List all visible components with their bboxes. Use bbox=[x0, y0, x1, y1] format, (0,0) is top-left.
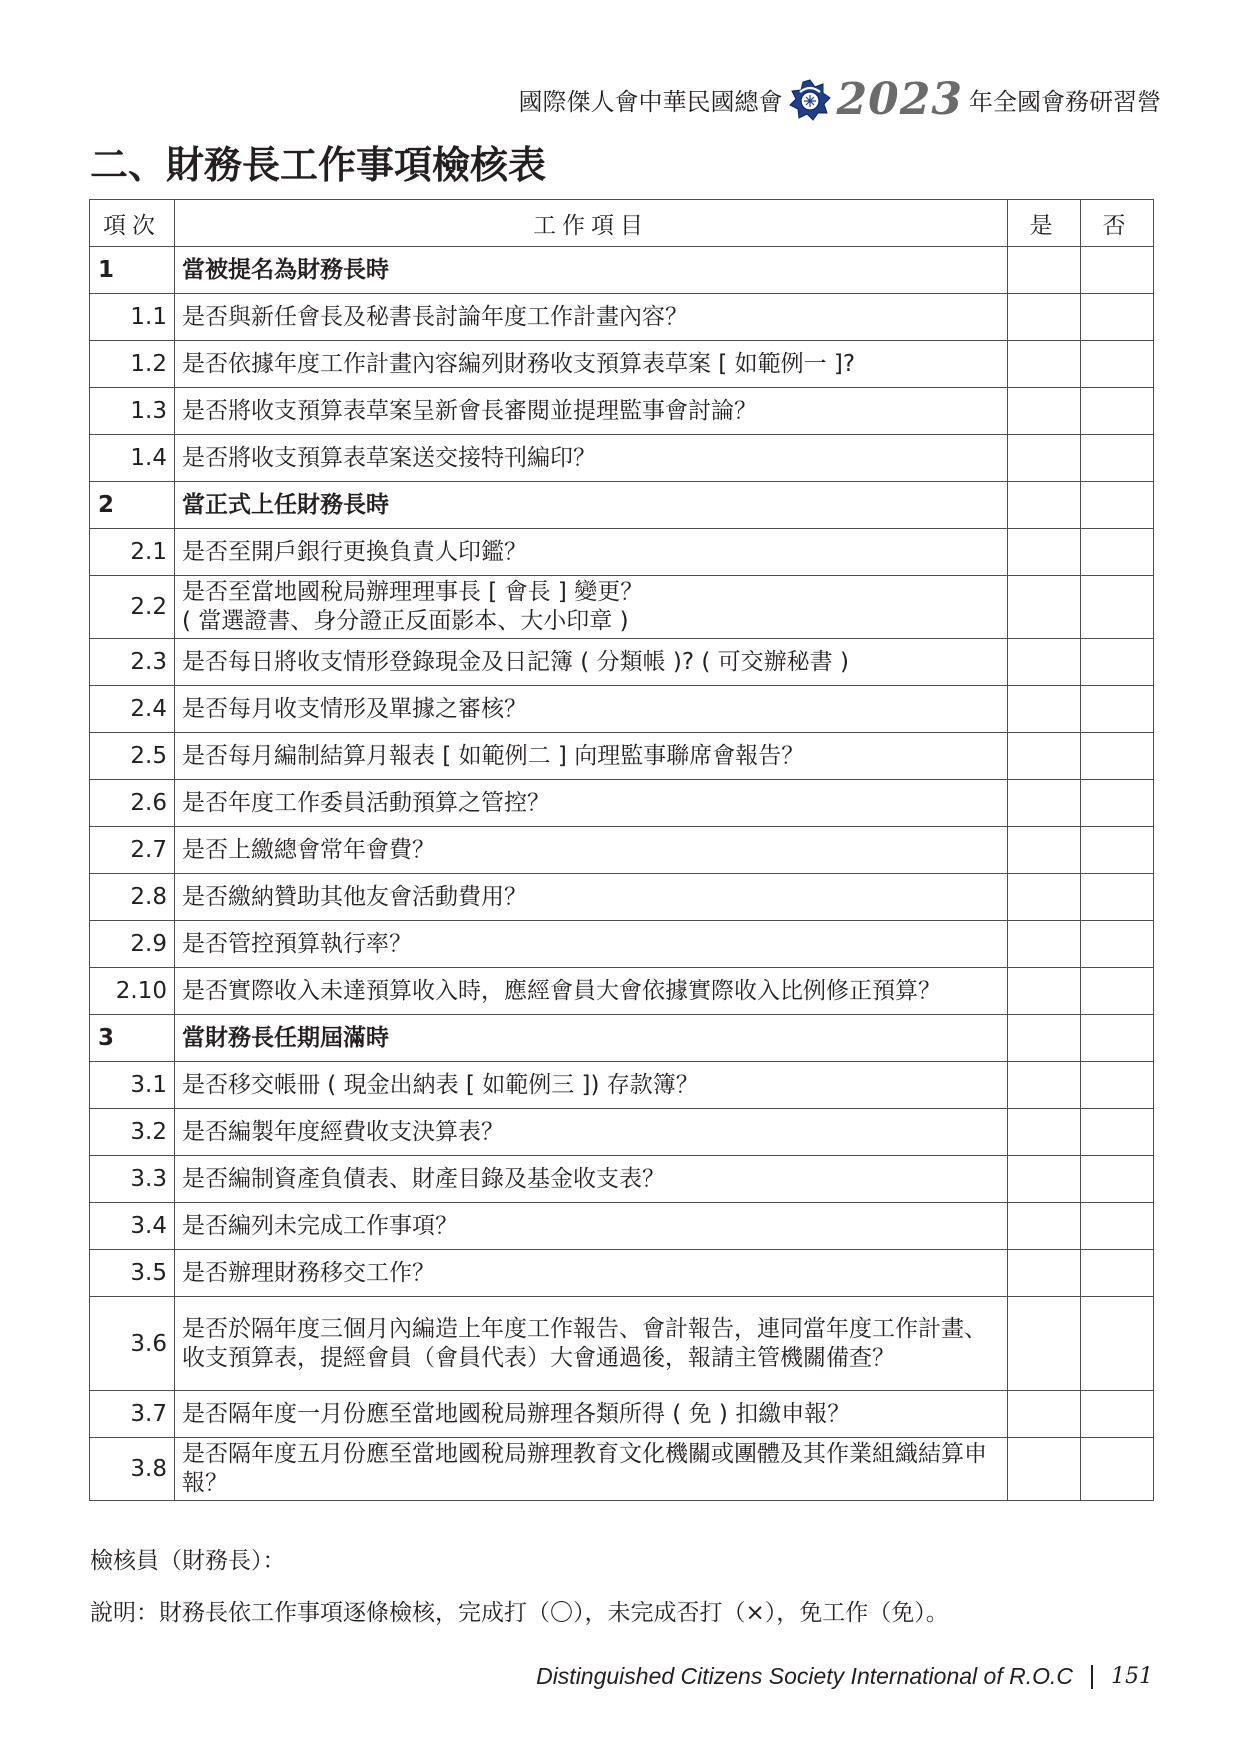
work-item-text: 是否將收支預算表草案呈新會長審閱並提理監事會討論？ bbox=[175, 388, 1008, 435]
item-number: 2.5 bbox=[90, 733, 175, 780]
item-number: 2.9 bbox=[90, 921, 175, 968]
yes-checkbox-cell[interactable] bbox=[1008, 1391, 1081, 1438]
work-item-text: 是否編制資產負債表、財產目錄及基金收支表？ bbox=[175, 1156, 1008, 1203]
work-item-text: 是否每月編制結算月報表 [ 如範例二 ] 向理監事聯席會報告？ bbox=[175, 733, 1008, 780]
table-row bbox=[90, 388, 1154, 435]
event-name: 年全國會務研習營 bbox=[969, 88, 1161, 116]
work-item-text: 是否每月收支情形及單據之審核？ bbox=[175, 686, 1008, 733]
section-row bbox=[90, 1015, 1154, 1062]
yes-checkbox-cell[interactable] bbox=[1008, 482, 1081, 529]
event-year: 2023 bbox=[836, 74, 963, 125]
page-title: 二、財務長工作事項檢核表 bbox=[90, 143, 547, 187]
table-row bbox=[90, 639, 1154, 686]
yes-checkbox-cell[interactable] bbox=[1008, 1109, 1081, 1156]
checklist-table bbox=[89, 199, 1154, 1501]
table-row bbox=[90, 1391, 1154, 1438]
page-footer bbox=[536, 1663, 1153, 1690]
work-item-text: 是否編製年度經費收支決算表？ bbox=[175, 1109, 1008, 1156]
work-item-text: 是否上繳總會常年會費？ bbox=[175, 827, 1008, 874]
table-row bbox=[90, 1297, 1154, 1391]
yes-checkbox-cell[interactable] bbox=[1008, 1015, 1081, 1062]
no-checkbox-cell[interactable] bbox=[1081, 1109, 1154, 1156]
item-number: 1 bbox=[90, 247, 175, 294]
yes-checkbox-cell[interactable] bbox=[1008, 968, 1081, 1015]
work-item-text: 是否與新任會長及秘書長討論年度工作計畫內容？ bbox=[175, 294, 1008, 341]
item-number: 2.2 bbox=[90, 576, 175, 639]
work-item-text: 是否實際收入未達預算收入時，應經會員大會依據實際收入比例修正預算？ bbox=[175, 968, 1008, 1015]
item-number: 2 bbox=[90, 482, 175, 529]
item-number: 3.3 bbox=[90, 1156, 175, 1203]
column-header-work-item: 工作項目 bbox=[175, 200, 1008, 247]
no-checkbox-cell[interactable] bbox=[1081, 1297, 1154, 1391]
no-checkbox-cell[interactable] bbox=[1081, 827, 1154, 874]
item-number: 1.3 bbox=[90, 388, 175, 435]
table-row bbox=[90, 1156, 1154, 1203]
work-item-text: 是否編列未完成工作事項？ bbox=[175, 1203, 1008, 1250]
no-checkbox-cell[interactable] bbox=[1081, 1156, 1154, 1203]
no-checkbox-cell[interactable] bbox=[1081, 733, 1154, 780]
yes-checkbox-cell[interactable] bbox=[1008, 827, 1081, 874]
work-item-text: 是否依據年度工作計畫內容編列財務收支預算表草案 [ 如範例一 ]? bbox=[175, 341, 1008, 388]
no-checkbox-cell[interactable] bbox=[1081, 639, 1154, 686]
yes-checkbox-cell[interactable] bbox=[1008, 1156, 1081, 1203]
yes-checkbox-cell[interactable] bbox=[1008, 1203, 1081, 1250]
no-checkbox-cell[interactable] bbox=[1081, 388, 1154, 435]
table-row bbox=[90, 827, 1154, 874]
page-header bbox=[519, 74, 1161, 125]
table-row bbox=[90, 733, 1154, 780]
yes-checkbox-cell[interactable] bbox=[1008, 780, 1081, 827]
no-checkbox-cell[interactable] bbox=[1081, 1203, 1154, 1250]
column-header-no: 否 bbox=[1081, 200, 1154, 247]
item-number: 3.6 bbox=[90, 1297, 175, 1391]
no-checkbox-cell[interactable] bbox=[1081, 874, 1154, 921]
association-logo-icon bbox=[789, 79, 831, 121]
work-item-text: 是否隔年度五月份應至當地國稅局辦理教育文化機關或團體及其作業組織結算申報？ bbox=[175, 1438, 1008, 1501]
no-checkbox-cell[interactable] bbox=[1081, 341, 1154, 388]
table-row bbox=[90, 780, 1154, 827]
yes-checkbox-cell[interactable] bbox=[1008, 435, 1081, 482]
table-row bbox=[90, 874, 1154, 921]
yes-checkbox-cell[interactable] bbox=[1008, 874, 1081, 921]
item-number: 3 bbox=[90, 1015, 175, 1062]
table-header-row bbox=[90, 200, 1154, 247]
yes-checkbox-cell[interactable] bbox=[1008, 247, 1081, 294]
table-row bbox=[90, 529, 1154, 576]
item-number: 3.7 bbox=[90, 1391, 175, 1438]
table-row bbox=[90, 576, 1154, 639]
yes-checkbox-cell[interactable] bbox=[1008, 733, 1081, 780]
table-row bbox=[90, 921, 1154, 968]
item-number: 2.1 bbox=[90, 529, 175, 576]
no-checkbox-cell[interactable] bbox=[1081, 968, 1154, 1015]
table-row bbox=[90, 686, 1154, 733]
no-checkbox-cell[interactable] bbox=[1081, 576, 1154, 639]
section-row bbox=[90, 247, 1154, 294]
yes-checkbox-cell[interactable] bbox=[1008, 294, 1081, 341]
work-item-text: 是否每日將收支情形登錄現金及日記簿 ( 分類帳 )? ( 可交辦秘書 ) bbox=[175, 639, 1008, 686]
table-row bbox=[90, 341, 1154, 388]
item-number: 3.8 bbox=[90, 1438, 175, 1501]
no-checkbox-cell[interactable] bbox=[1081, 529, 1154, 576]
work-item-text: 是否於隔年度三個月內編造上年度工作報告、會計報告，連同當年度工作計畫、收支預算表，提經會員（會員代表）大會通過後，報請主管機關備查？ bbox=[175, 1297, 1008, 1391]
item-number: 2.6 bbox=[90, 780, 175, 827]
org-name: 國際傑人會中華民國總會 bbox=[518, 88, 783, 116]
no-checkbox-cell[interactable] bbox=[1081, 1250, 1154, 1297]
item-number: 2.4 bbox=[90, 686, 175, 733]
item-number: 3.2 bbox=[90, 1109, 175, 1156]
instruction-note: 說明：財務長依工作事項逐條檢核，完成打（〇），未完成否打（×），免工作（免）。 bbox=[90, 1600, 949, 1626]
yes-checkbox-cell[interactable] bbox=[1008, 388, 1081, 435]
no-checkbox-cell[interactable] bbox=[1081, 435, 1154, 482]
no-checkbox-cell[interactable] bbox=[1081, 1062, 1154, 1109]
no-checkbox-cell[interactable] bbox=[1081, 294, 1154, 341]
yes-checkbox-cell[interactable] bbox=[1008, 529, 1081, 576]
work-item-text: 當正式上任財務長時 bbox=[175, 482, 1008, 529]
table-row bbox=[90, 1203, 1154, 1250]
item-number: 2.7 bbox=[90, 827, 175, 874]
page-number: 151 bbox=[1111, 1664, 1153, 1689]
yes-checkbox-cell[interactable] bbox=[1008, 341, 1081, 388]
society-name: Distinguished Citizens Society International of R.O.C bbox=[536, 1663, 1073, 1689]
work-item-text: 當被提名為財務長時 bbox=[175, 247, 1008, 294]
column-header-yes: 是 bbox=[1008, 200, 1081, 247]
yes-checkbox-cell[interactable] bbox=[1008, 576, 1081, 639]
yes-checkbox-cell[interactable] bbox=[1008, 686, 1081, 733]
item-number: 1.2 bbox=[90, 341, 175, 388]
item-number: 3.5 bbox=[90, 1250, 175, 1297]
work-item-text: 是否隔年度一月份應至當地國稅局辦理各類所得 ( 免 ) 扣繳申報？ bbox=[175, 1391, 1008, 1438]
work-item-text: 是否至當地國稅局辦理理事長 [ 會長 ] 變更？ ( 當選證書、身分證正反面影本、大小印章 ) bbox=[175, 576, 1008, 639]
inspector-label: 檢核員（財務長）： bbox=[90, 1548, 286, 1574]
footer-divider bbox=[1091, 1665, 1093, 1689]
table-row bbox=[90, 435, 1154, 482]
yes-checkbox-cell[interactable] bbox=[1008, 1062, 1081, 1109]
table-row bbox=[90, 1250, 1154, 1297]
item-number: 3.1 bbox=[90, 1062, 175, 1109]
item-number: 1.1 bbox=[90, 294, 175, 341]
no-checkbox-cell[interactable] bbox=[1081, 1391, 1154, 1438]
yes-checkbox-cell[interactable] bbox=[1008, 1297, 1081, 1391]
table-row bbox=[90, 1062, 1154, 1109]
work-item-text: 是否至開戶銀行更換負責人印鑑？ bbox=[175, 529, 1008, 576]
yes-checkbox-cell[interactable] bbox=[1008, 639, 1081, 686]
item-number: 2.8 bbox=[90, 874, 175, 921]
yes-checkbox-cell[interactable] bbox=[1008, 1250, 1081, 1297]
no-checkbox-cell[interactable] bbox=[1081, 921, 1154, 968]
item-number: 2.3 bbox=[90, 639, 175, 686]
no-checkbox-cell[interactable] bbox=[1081, 247, 1154, 294]
section-row bbox=[90, 482, 1154, 529]
item-number: 2.10 bbox=[90, 968, 175, 1015]
work-item-text: 是否移交帳冊 ( 現金出納表 [ 如範例三 ]) 存款簿？ bbox=[175, 1062, 1008, 1109]
work-item-text: 是否年度工作委員活動預算之管控？ bbox=[175, 780, 1008, 827]
work-item-text: 當財務長任期屆滿時 bbox=[175, 1015, 1008, 1062]
item-number: 3.4 bbox=[90, 1203, 175, 1250]
work-item-text: 是否管控預算執行率？ bbox=[175, 921, 1008, 968]
work-item-text: 是否辦理財務移交工作？ bbox=[175, 1250, 1008, 1297]
table-row bbox=[90, 1438, 1154, 1501]
table-row bbox=[90, 968, 1154, 1015]
column-header-item-no: 項次 bbox=[90, 200, 175, 247]
no-checkbox-cell[interactable] bbox=[1081, 1438, 1154, 1501]
yes-checkbox-cell[interactable] bbox=[1008, 921, 1081, 968]
no-checkbox-cell[interactable] bbox=[1081, 482, 1154, 529]
table-row bbox=[90, 1109, 1154, 1156]
no-checkbox-cell[interactable] bbox=[1081, 1015, 1154, 1062]
item-number: 1.4 bbox=[90, 435, 175, 482]
table-row bbox=[90, 294, 1154, 341]
no-checkbox-cell[interactable] bbox=[1081, 780, 1154, 827]
work-item-text: 是否繳納贊助其他友會活動費用？ bbox=[175, 874, 1008, 921]
no-checkbox-cell[interactable] bbox=[1081, 686, 1154, 733]
work-item-text: 是否將收支預算表草案送交接特刊編印？ bbox=[175, 435, 1008, 482]
yes-checkbox-cell[interactable] bbox=[1008, 1438, 1081, 1501]
